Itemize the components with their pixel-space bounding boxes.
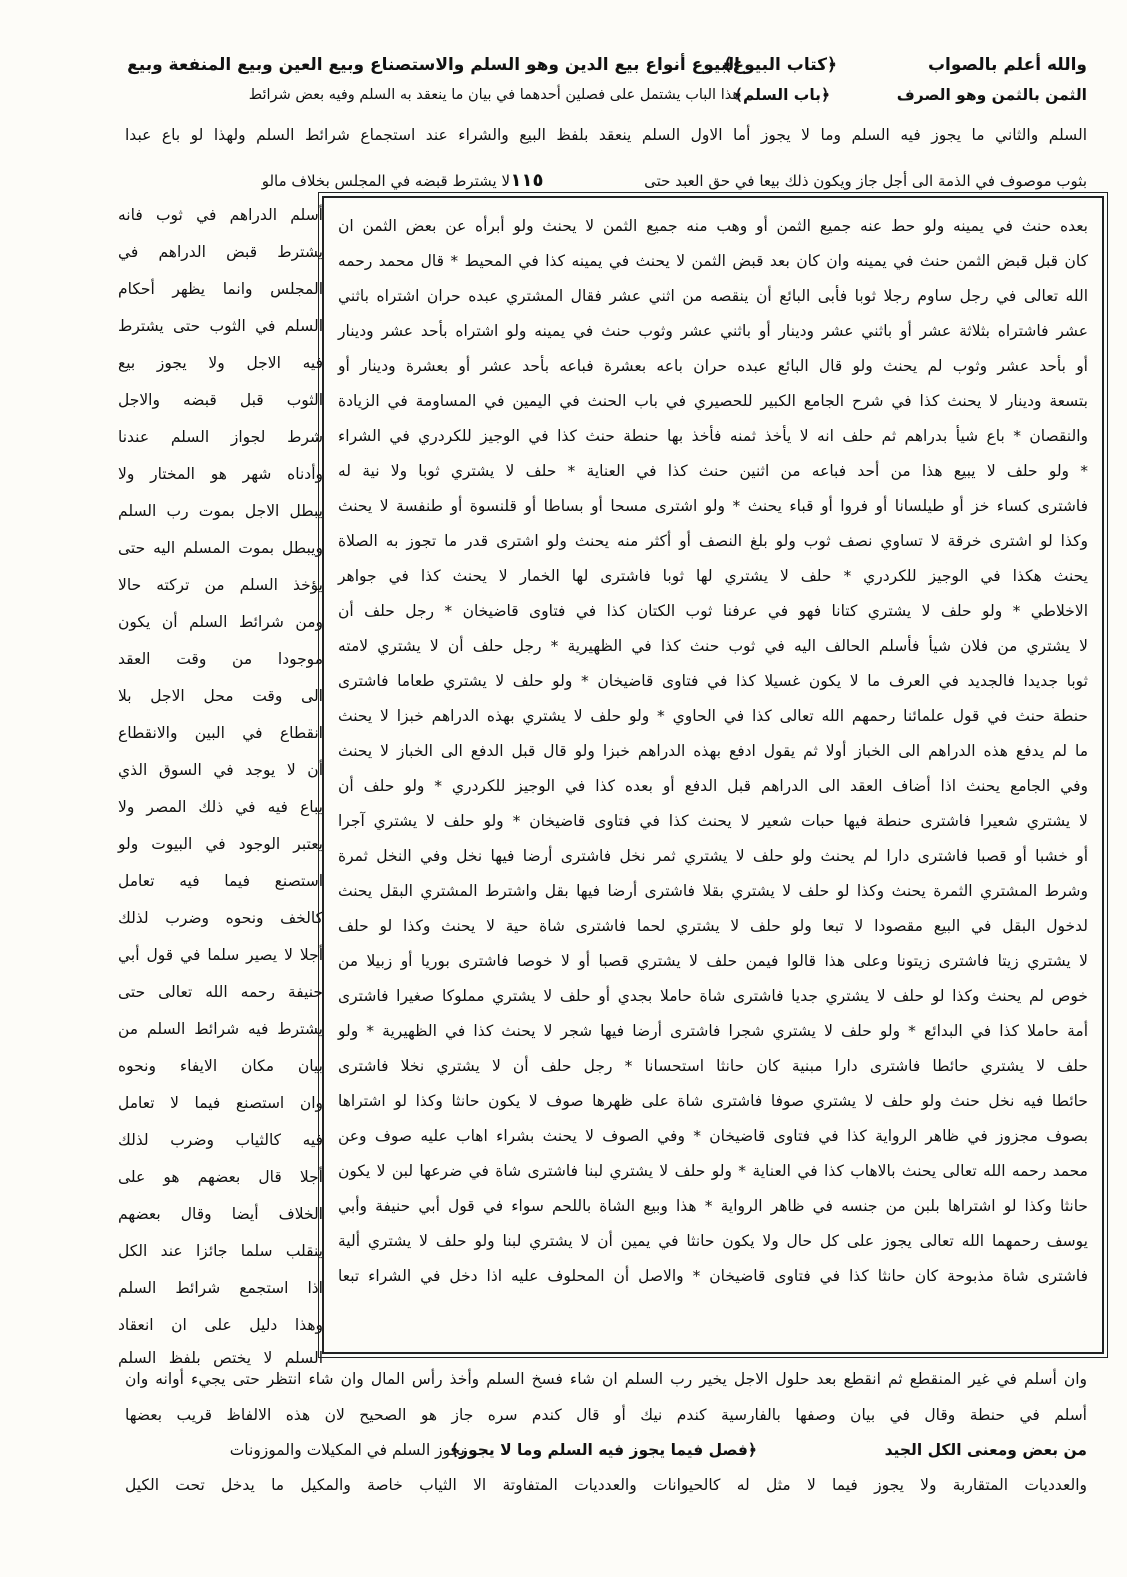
margin-line: ويبطل بموت المسلم اليه حتى: [118, 539, 323, 557]
main-text-line: لا يشتري شعيرا فاشترى حنطة فيها حبات شعير لا يحنث كذا في فتاوى قاضيخان * ولو حلف لا يشتري آجرا: [338, 812, 1088, 830]
section-intro-text: هذا الباب يشتمل على فصلين أحدهما في بيان ما ينعقد به السلم وفيه بعض شرائط: [248, 87, 740, 103]
bottom-text-line: يجوز السلم في المكيلات والموزونات: [229, 1441, 465, 1459]
margin-line: اذا استجمع شرائط السلم: [118, 1279, 323, 1297]
main-text-line: الاخلاطي * ولو حلف لا يشتري كتانا فهو في عرفنا ثوب الكتان كذا في فتاوى قاضيخان * رجل حلف أن: [338, 602, 1088, 620]
main-text-line: أمة حاملا كذا في البدائع * ولو حلف لا يشتري شجرا فاشترى أرضا فيها شجر لا يحنث كذا في الظهيرية * ولو: [338, 1022, 1088, 1040]
main-text-line: لدخول البقل في البيع مقصودا لا تبعا ولو حلف لا يشتري لحما فاشترى شاة حية لا يحنث وكذا لو حلف: [338, 917, 1088, 935]
main-text-line: يحنث هكذا في الوجيز للكردري * حلف لا يشتري لها ثوبا فاشترى لها الخمار لا يحنث كذا في جواهر: [338, 567, 1088, 585]
margin-line: ومن شرائط السلم أن يكون: [118, 613, 323, 631]
margin-line: أسلم الدراهم في ثوب فانه: [118, 206, 323, 224]
main-text-line: حائطا فيه نخل حنث ولو حلف لا يشتري صوفا فاشترى شاة على ظهرها صوف لا يكون حانثا وكذا لو اشتراها: [338, 1092, 1088, 1110]
main-text-line: * ولو حلف لا يبيع هذا من أحد فباعه من اثنين حنث كذا في العناية * حلف لا يشتري ثوبا ولا نية له: [338, 462, 1088, 480]
margin-line: السلم في الثوب حتى يشترط: [118, 317, 323, 335]
main-text-line: أو بأحد عشر وثوب لم يحنث ولو قال البائع عبده حران باعه بعشرة فباعه بأحد عشر أو بعشرة ودينار أو: [338, 357, 1088, 375]
main-text-line: حنطة حنث في قول علمائنا رحمهم الله تعالى كذا في الحاوي * ولو حلف لا يشتري بهذه الدراهم خبزا لا يحنث: [338, 707, 1088, 725]
margin-line: يشترط قبض الدراهم في: [118, 243, 323, 261]
main-text-line: عشر فاشتراه بثلاثة عشر أو باثني عشر ودينار أو باثني عشر وثوب حنث في يمينه ولو اشتراه بأحد عشر ودينار: [338, 322, 1088, 340]
header-intro-text: البيوع أنواع بيع الدين وهو السلم والاستصناع وبيع العين وبيع المنفعة وبيع: [127, 55, 740, 75]
margin-line: فيه كالثياب وضرب لذلك: [118, 1131, 323, 1149]
intro-line: السلم والثاني ما يجوز فيه السلم وما لا يجوز أما الاول السلم ينعقد بلفظ البيع والشراء عند استجماع شرائط السلم ولهذا لو باع عبدا: [125, 126, 1087, 144]
main-text-line: كان قبل قبض الثمن حنث في يمينه وان كان بعد قبض الثمن لا يحنث في يمينه كذا في المحيط * قال محمد رحمه: [338, 252, 1088, 270]
margin-line: الثوب قبل قبضه والاجل: [118, 391, 323, 409]
main-text-line: لا يشتري من فلان شيأ فأسلم الحالف اليه في ثوب حنث كذا في الظهيرية * رجل حلف أن لا يشتري لامته: [338, 637, 1088, 655]
intro-line: بثوب موصوف في الذمة الى أجل جاز ويكون ذلك بيعا في حق العبد حتى: [644, 172, 1087, 190]
section-heading: ﴿فصل فيما يجوز فيه السلم وما لا يجوز﴾: [449, 1441, 757, 1459]
section-title: ﴿باب السلم﴾: [733, 86, 831, 104]
margin-line: أجلا قال بعضهم هو على: [118, 1168, 323, 1186]
margin-line: حنيفة رحمه الله تعالى حتى: [118, 983, 323, 1001]
intro-line: لا يشترط قبضه في المجلس بخلاف مالو: [261, 172, 510, 190]
margin-line: يعتبر الوجود في البيوت ولو: [118, 835, 323, 853]
margin-line: السلم لا يختص بلفظ السلم: [118, 1349, 323, 1367]
margin-line: وان استصنع فيما لا تعامل: [118, 1094, 323, 1112]
main-text-line: أو خشبا أو قصبا فاشترى دارا لم يحنث ولو حلف لا يشتري ثمر نخل فاشترى أرضا فيها نخل وفي النخل ثمرة: [338, 847, 1088, 865]
margin-line: أن لا يوجد في السوق الذي: [118, 761, 323, 779]
main-text-line: وكذا لو اشترى خرقة لا تساوي نصف ثوب ولو بلغ النصف أو أكثر منه يحنث ولو اشترى قدر ما تجوز به الصلاة: [338, 532, 1088, 550]
main-text-line: محمد رحمه الله تعالى يحنث بالاهاب كذا في العناية * ولو حلف لا يشتري لبنا فاشترى شاة في ضرعها لبن لا يكون: [338, 1162, 1088, 1180]
page-number: ١١٥: [510, 170, 544, 191]
margin-line: أجلا لا يصير سلما في قول أبي: [118, 946, 323, 964]
main-text-line: خوص لم يحنث وكذا لو حلف لا يشتري جديا فاشترى شاة حاملا بجدي أو حلف لا يشتري مملوكا صغيرا فاشترى: [338, 987, 1088, 1005]
bottom-text-line: أسلم في حنطة وقال في بيان وصفها بالفارسية كندم نيك أو قال كندم سره جاز هو الصحيح لان هذه الالفاظ قريب بعضها: [125, 1406, 1087, 1424]
header-closing-phrase: والله أعلم بالصواب: [927, 55, 1087, 75]
main-text-line: وفي الجامع يحنث اذا أضاف العقد الى الدراهم قبل الدفع أو بعده كذا في الوجيز للكردري * ولو حلف أن: [338, 777, 1088, 795]
main-text-line: الله تعالى في رجل ساوم رجلا ثوبا فأبى البائع أن ينقصه من اثني عشر فقال المشتري عبده حران اشتراه باثني: [338, 287, 1088, 305]
margin-line: شرط لجواز السلم عندنا: [118, 428, 323, 446]
margin-line: الى وقت محل الاجل بلا: [118, 687, 323, 705]
main-text-line: وشرط المشتري الثمرة يحنث وكذا لو حلف لا يشتري بقلا فاشترى أرضا فيها بقل واشترط المشتري البقل يحنث: [338, 882, 1088, 900]
margin-line: انقطاع في البين والانقطاع: [118, 724, 323, 742]
margin-line: يؤخذ السلم من تركته حالا: [118, 576, 323, 594]
margin-line: ينقلب سلما جائزا عند الكل: [118, 1242, 323, 1260]
main-text-line: بعده حنث في يمينه ولو حط عنه جميع الثمن أو وهب منه جميع الثمن لا يحنث ولو أبرأه عن بعض الثمن ان: [338, 217, 1088, 235]
margin-line: وهذا دليل على ان انعقاد: [118, 1316, 323, 1334]
bottom-text-line: من بعض ومعنى الكل الجيد: [884, 1441, 1087, 1459]
main-text-line: ثوبا جديدا فالجديد في العرف ما لا يكون غسيلا كذا في فتاوى قاضيخان * ولو حلف لا يشتري طعاما فاشترى: [338, 672, 1088, 690]
margin-line: وأدناه شهر هو المختار ولا: [118, 465, 323, 483]
main-text-line: لا يشتري زيتا فاشترى زيتونا وعلى هذا قالوا فيمن حلف لا يشتري قصبا أو لا خوصا فاشترى بوريا أو زبيلا من: [338, 952, 1088, 970]
main-text-line: بصوف مجزوز في ظاهر الرواية كذا في فتاوى قاضيخان * وفي الصوف لا يحنث بشراء اهاب عليه صوف وعن: [338, 1127, 1088, 1145]
main-text-line: فاشترى شاة مذبوحة كان حانثا كذا في فتاوى قاضيخان * والاصل أن المحلوف عليه اذا دخل في الشراء تبعا: [338, 1267, 1088, 1285]
main-text-line: بتسعة ودينار لا يحنث كذا في شرح الجامع الكبير للحصيري في باب الحنث في اليمين في المساومة في الزيادة: [338, 392, 1088, 410]
main-text-line: فاشترى كساء خز أو طيلسانا أو فروا أو قباء يحنث * ولو اشترى مسحا أو بساطا أو قلنسوة أو طنفسة لا يحنث: [338, 497, 1088, 515]
main-text-line: حانثا وكذا لو اشتراها بلبن من جنسه في ظاهر الرواية * هذا وبيع الشاة باللحم سواء في قول أبي حنيفة وأبي: [338, 1197, 1088, 1215]
margin-line: فيه الاجل ولا يجوز بيع: [118, 354, 323, 372]
main-text-line: حلف لا يشتري حائطا فاشترى دارا مبنية كان حانثا استحسانا * رجل حلف أن لا يشتري نخلا فاشترى: [338, 1057, 1088, 1075]
main-text-line: والنقصان * باع شيأ بدراهم ثم حلف انه لا يأخذ ثمنه فأخذ بها حنطة حنث كذا في الوجيز للكردري في الشراء: [338, 427, 1088, 445]
margin-line: المجلس وانما يظهر أحكام: [118, 280, 323, 298]
main-text-line: ما لم يدفع هذه الدراهم الى الخباز أولا ثم يقول ادفع بهذه الدراهم خبزا ولو قال قبل الدفع الى الخباز لا يحنث: [338, 742, 1088, 760]
margin-line: موجودا من وقت العقد: [118, 650, 323, 668]
margin-line: يبطل الاجل بموت رب السلم: [118, 502, 323, 520]
chapter-title: ﴿كتاب البيوع﴾: [722, 55, 837, 75]
margin-line: يشترط فيه شرائط السلم من: [118, 1020, 323, 1038]
subheader-text: الثمن بالثمن وهو الصرف: [896, 86, 1087, 104]
margin-line: استصنع فيما فيه تعامل: [118, 872, 323, 890]
margin-line: يباع فيه في ذلك المصر ولا: [118, 798, 323, 816]
margin-line: الخلاف أيضا وقال بعضهم: [118, 1205, 323, 1223]
bottom-text-line: والعدديات المتقاربة ولا يجوز فيما لا مثل له كالحيوانات والعدديات المتفاوتة الا الثياب خاصة والمكيل ما يدخل تحت الكيل: [125, 1476, 1087, 1494]
main-text-line: يوسف رحمهما الله تعالى يجوز على كل حال ولا يكون حانثا في يمين أن لا يشتري لبنا ولو حلف لا يشتري ألية: [338, 1232, 1088, 1250]
bottom-text-line: وان أسلم في غير المنقطع ثم انقطع بعد حلول الاجل يخير رب السلم ان شاء فسخ السلم وأخذ رأس المال وان شاء انتظر حتى يجيء أوانه وان: [125, 1370, 1087, 1388]
margin-line: كالخف ونحوه وضرب لذلك: [118, 909, 323, 927]
margin-line: بيان مكان الايفاء ونحوه: [118, 1057, 323, 1075]
